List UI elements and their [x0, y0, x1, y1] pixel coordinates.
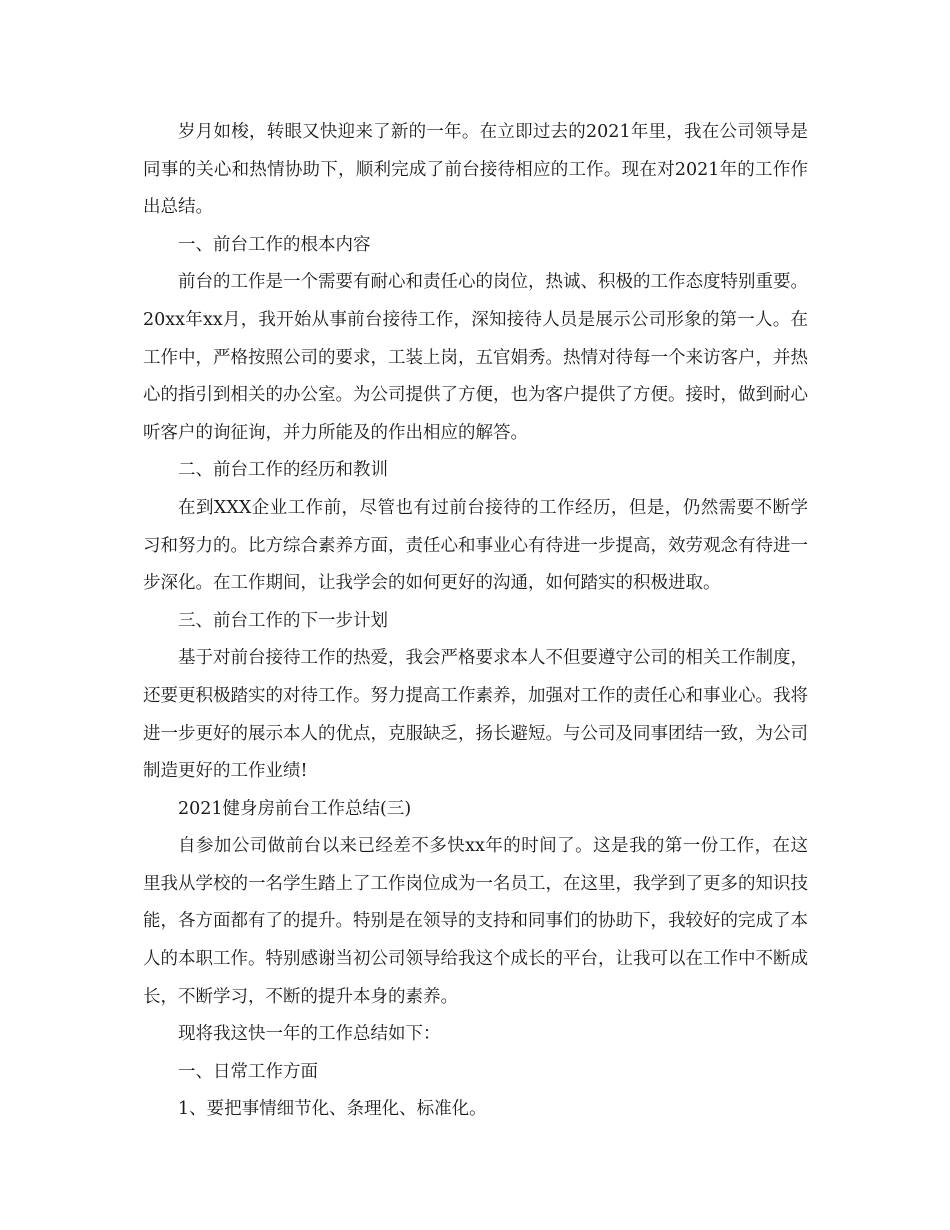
document-body — [143, 114, 808, 1129]
intro-paragraph: 岁月如梭，转眼又快迎来了新的一年。在立即过去的2021年里，我在公司领导是同事的关心和热情协助下，顺利完成了前台接待相应的工作。现在对2021年的工作作出总结。 — [143, 122, 808, 218]
section-heading-4: 一、日常工作方面 — [178, 1061, 318, 1082]
list-item: 1、要把事情细节化、条理化、标准化。 — [178, 1099, 487, 1120]
body-paragraph: 现将我这快一年的工作总结如下： — [178, 1024, 441, 1045]
body-paragraph: 自参加公司做前台以来已经差不多快xx年的时间了。这是我的第一份工作，在这里我从学校的一名学生踏上了工作岗位成为一名员工，在这里，我学到了更多的知识技能，各方面都有了的提升。特别是在领导的支持和同事们的协助下，我较好的完成了本人的本职工作。特别感谢当初公司领导给我这个成长的平台，让我可以在工作中不断成长，不断学习，不断的提升本身的素养。 — [143, 836, 808, 1007]
body-paragraph: 前台的工作是一个需要有耐心和责任心的岗位，热诚、积极的工作态度特别重要。20xx年xx月，我开始从事前台接待工作，深知接待人员是展示公司形象的第一人。在工作中，严格按照公司的要求，工装上岗，五官娟秀。热情对待每一个来访客户，并热心的指引到相关的办公室。为公司提供了方便，也为客户提供了方便。接时，做到耐心听客户的询征询，并力所能及的作出相应的解答。 — [143, 272, 808, 443]
document-title: 2021健身房前台工作总结(三) — [178, 798, 412, 819]
body-paragraph: 在到XXX企业工作前，尽管也有过前台接待的工作经历，但是，仍然需要不断学习和努力的。比方综合素养方面，责任心和事业心有待进一步提高，效劳观念有待进一步深化。在工作期间，让我学会的如何更好的沟通，如何踏实的积极进取。 — [143, 497, 808, 594]
section-heading-1: 一、前台工作的根本内容 — [178, 234, 371, 255]
body-paragraph: 基于对前台接待工作的热爱，我会严格要求本人不但要遵守公司的相关工作制度，还要更积极踏实的对待工作。努力提高工作素养，加强对工作的责任心和事业心。我将进一步更好的展示本人的优点，克服缺乏，扬长避短。与公司及同事团结一致，为公司制造更好的工作业绩! — [143, 648, 808, 782]
section-heading-3: 三、前台工作的下一步计划 — [178, 610, 388, 631]
section-heading-2: 二、前台工作的经历和教训 — [178, 460, 388, 481]
